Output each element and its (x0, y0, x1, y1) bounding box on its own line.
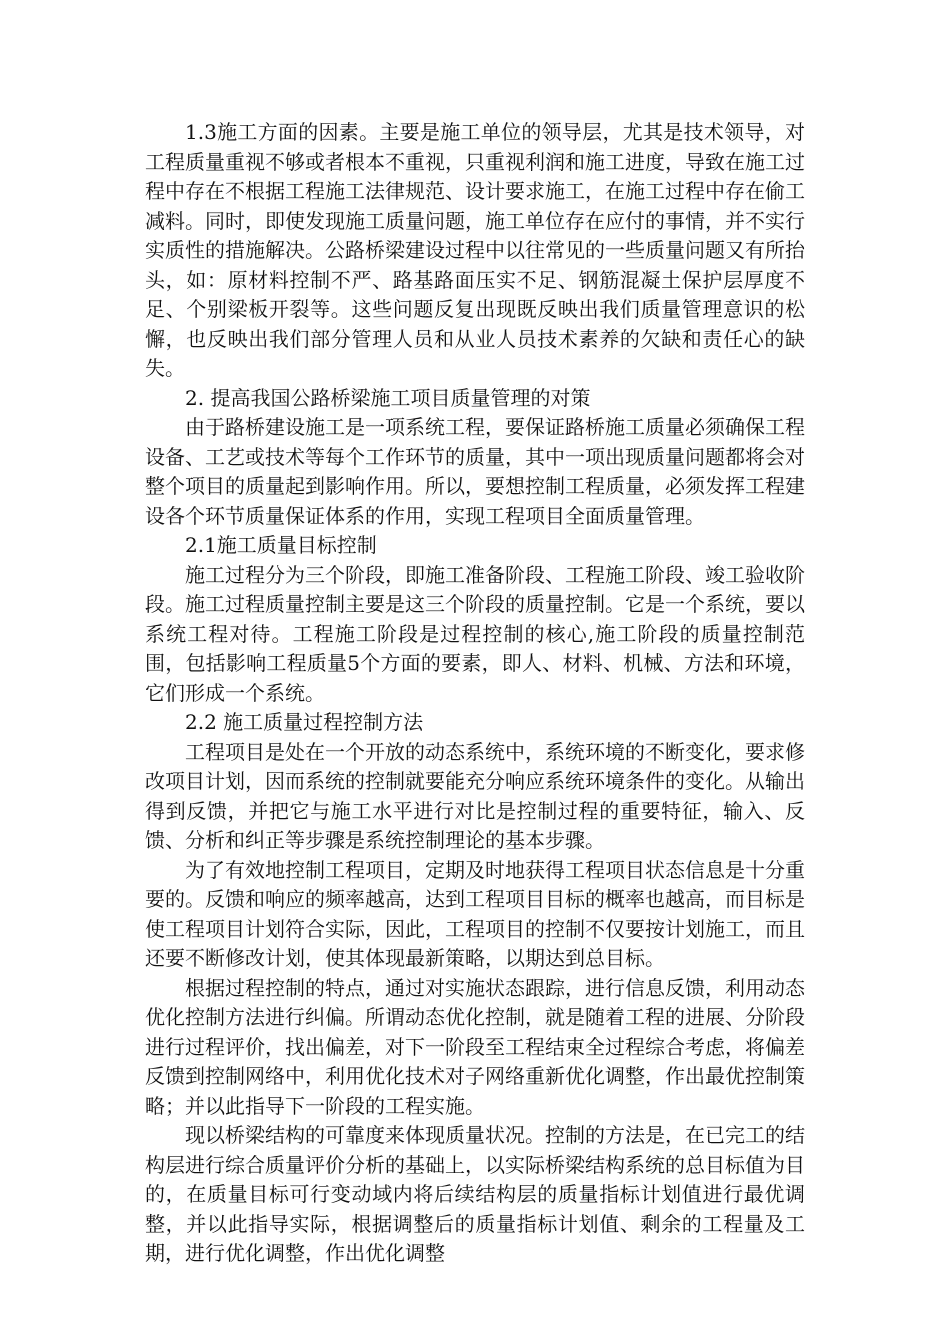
document-body (145, 118, 805, 1269)
paragraph-feedback-frequency: 为了有效地控制工程项目，定期及时地获得工程项目状态信息是十分重要的。反馈和响应的频率越高，达到工程项目目标的概率也越高，而目标是使工程项目计划符合实际，因此，工程项目的控制不仅要按计划施工，而且还要不断修改计划，使其体现最新策略，以期达到总目标。 (145, 857, 805, 970)
paragraph-construction-stages: 施工过程分为三个阶段，即施工准备阶段、工程施工阶段、竣工验收阶段。施工过程质量控制主要是这三个阶段的质量控制。它是一个系统，要以系统工程对待。工程施工阶段是过程控制的核心,施工阶段的质量控制范围，包括影响工程质量5个方面的要素，即人、材料、机械、方法和环境，它们形成一个系统。 (145, 562, 805, 705)
paragraph-bridge-reliability: 现以桥梁结构的可靠度来体现质量状况。控制的方法是，在已完工的结构层进行综合质量评价分析的基础上，以实际桥梁结构系统的总目标值为目的，在质量目标可行变动域内将后续结构层的质量指标计划值进行最优调整，并以此指导实际，根据调整后的质量指标计划值、剩余的工程量及工期，进行优化调整，作出优化调整 (145, 1123, 805, 1265)
heading-2-1-quality-target-control: 2.1施工质量目标控制 (185, 533, 377, 557)
heading-2-countermeasures: 2. 提高我国公路桥梁施工项目质量管理的对策 (185, 385, 591, 410)
paragraph-system-engineering: 由于路桥建设施工是一项系统工程，要保证路桥施工质量必须确保工程设备、工艺或技术等每个工作环节的质量，其中一项出现质量问题都将会对整个项目的质量起到影响作用。所以，要想控制工程质量，必须发挥工程建设各个环节质量保证体系的作用，实现工程项目全面质量管理。 (145, 415, 805, 528)
paragraph-dynamic-optimization: 根据过程控制的特点，通过对实施状态跟踪，进行信息反馈，利用动态优化控制方法进行纠偏。所谓动态优化控制，就是随着工程的进展、分阶段进行过程评价，找出偏差，对下一阶段至工程结束全过程综合考虑，将偏差反馈到控制网络中，利用优化技术对子网络重新优化调整，作出最优控制策略；并以此指导下一阶段的工程实施。 (145, 975, 805, 1118)
paragraph-dynamic-system: 工程项目是处在一个开放的动态系统中，系统环境的不断变化，要求修改项目计划，因而系统的控制就要能充分响应系统环境条件的变化。从输出得到反馈，并把它与施工水平进行对比是控制过程的重要特征，输入、反馈、分析和纠正等步骤是系统控制理论的基本步骤。 (145, 739, 805, 852)
paragraph-1-3-construction-factors: 1.3施工方面的因素。主要是施工单位的领导层，尤其是技术领导，对工程质量重视不够或者根本不重视，只重视利润和施工进度，导致在施工过程中存在不根据工程施工法律规范、设计要求施工，在施工过程中存在偷工减料。同时，即使发现施工质量问题，施工单位存在应付的事情，并不实行实质性的措施解决。公路桥梁建设过程中以往常见的一些质量问题又有所抬头，如：原材料控制不严、路基路面压实不足、钢筋混凝土保护层厚度不足、个别梁板开裂等。这些问题反复出现既反映出我们质量管理意识的松懈，也反映出我们部分管理人员和从业人员技术素养的欠缺和责任心的缺失。 (145, 120, 805, 380)
heading-2-2-process-control-method: 2.2 施工质量过程控制方法 (185, 710, 424, 734)
